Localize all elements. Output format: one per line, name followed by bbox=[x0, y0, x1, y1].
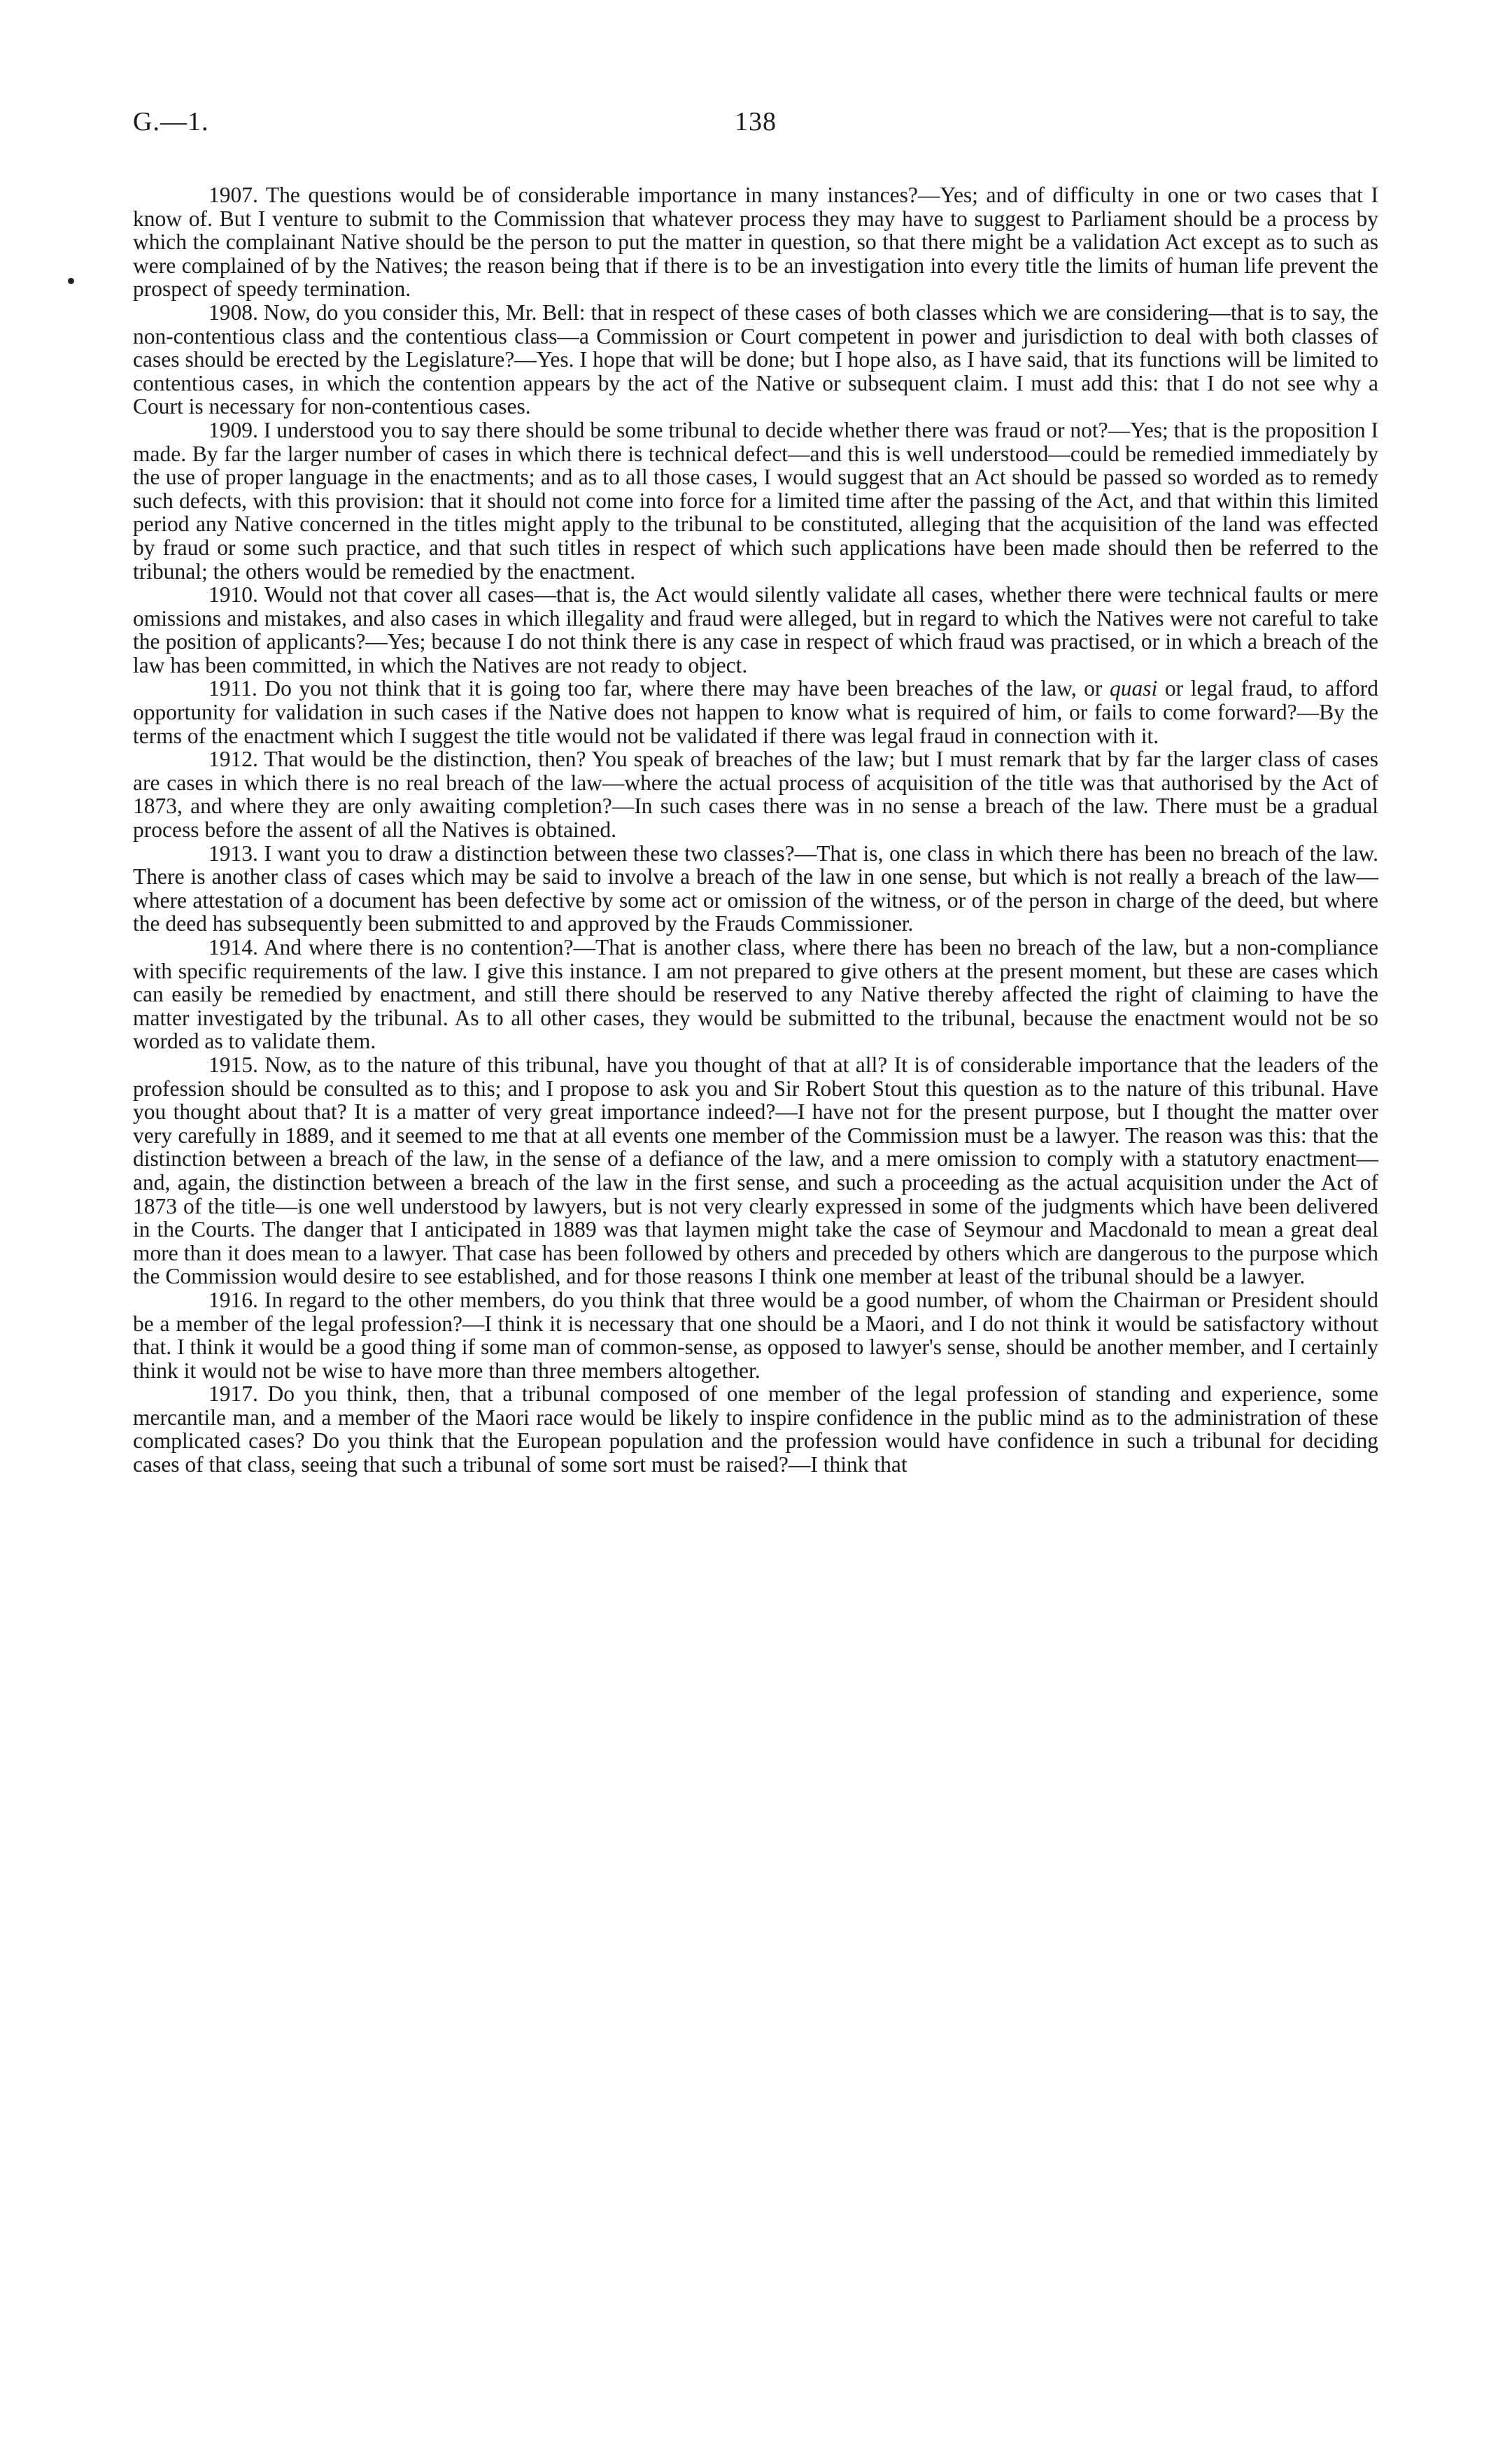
paragraph-text: That would be the distinction, then? You speak of breaches of the law; but I must remark that by far the larger class of cases are cases in which there is no real breach of the law—where the actual process of acquisition of the title was that authorised by the Act of 1873, and where they are only awaiting completion?—In such cases there was in no sense a breach of the law. There must be a gradual process before the assent of all the Natives is obtained. bbox=[133, 747, 1378, 843]
page-header bbox=[133, 106, 1378, 148]
paragraph-number: 1908. bbox=[209, 300, 258, 325]
paragraph-number: 1912. bbox=[209, 747, 258, 772]
paragraph-number: 1914. bbox=[209, 935, 258, 959]
paragraph-number: 1915. bbox=[209, 1052, 258, 1077]
paragraph-1907 bbox=[133, 183, 1378, 301]
paragraph-1909 bbox=[133, 418, 1378, 583]
paragraph-1911 bbox=[133, 677, 1378, 747]
paragraph-1910 bbox=[133, 583, 1378, 677]
paragraph-1914 bbox=[133, 936, 1378, 1053]
paragraph-1913 bbox=[133, 842, 1378, 936]
paragraph-text: Now, do you consider this, Mr. Bell: that in respect of these cases of both classes which we are considering—that is to say, the non-contentious class and the contentious class—a Commission or Court competent in power and jurisdiction to deal with both classes of cases should be erected by the Legislature?—Yes. I hope that will be done; but I hope also, as I have said, that its functions will be limited to contentious cases, in which the contention appears by the act of the Native or subsequent claim. I must add this: that I do not see why a Court is necessary for non-contentious cases. bbox=[133, 300, 1378, 419]
document-reference: G.—1. bbox=[133, 107, 209, 136]
paragraph-number: 1910. bbox=[209, 582, 258, 607]
paragraph-text: Would not that cover all cases—that is, the Act would silently validate all cases, whether there were technical faults or mere omissions and mistakes, and also cases in which illegality and fraud were alleged, but in regard to which the Natives were not careful to take the position of applicants?—Yes; because I do not think there is any case in respect of which fraud was practised, or in which a breach of the law has been committed, in which the Natives are not ready to object. bbox=[133, 582, 1379, 677]
paragraph-text: Do you think, then, that a tribunal composed of one member of the legal profession of standing and experience, some mercantile man, and a member of the Maori race would be likely to inspire confidence in the public mind as to the administration of these complicated cases? Do you think that the European population and the profession would have confidence in such a tribunal for deciding cases of that class, seeing that such a tribunal of some sort must be raised?—I think that bbox=[133, 1381, 1378, 1477]
paragraph-text: Now, as to the nature of this tribunal, have you thought of that at all? It is of considerable importance that the leaders of the profession should be consulted as to this; and I propose to ask you and Sir Robert Stout this question as to the nature of this tribunal. Have you thought about that? It is a matter of very great importance indeed?—I have not for the present purpose, but I thought the matter over very carefully in 1889, and it seemed to me that at all events one member of the Commission must be a lawyer. The reason was this: that the distinction between a breach of the law, in the sense of a defiance of the law, and a mere omission to comply with a statutory enactment—and, again, the distinction between a breach of the law in the first sense, and such a proceeding as the actual acquisition under the Act of 1873 of the title—is one well understood by lawyers, but is not very clearly expressed in some of the judgments which have been delivered in the Courts. The danger that I anticipated in 1889 was that laymen might take the case of Seymour and Macdonald to mean a great deal more than it does mean to a lawyer. That case has been followed by others and preceded by others which are dangerous to the purpose which the Commission would desire to see established, and for those reasons I think one member at least of the tribunal should be a lawyer. bbox=[133, 1052, 1378, 1289]
emphasis-quasi: quasi bbox=[1110, 676, 1158, 701]
paragraph-number: 1913. bbox=[209, 840, 258, 866]
body-text bbox=[133, 183, 1378, 1477]
paragraph-text: I want you to draw a distinction between these two classes?—That is, one class in which there has been no breach of the law. There is another class of cases which may be said to involve a breach of the law in one sense, but which is not really a breach of the law—where attestation of a document has been defective by some act or omission of the witness, or of the person in charge of the deed, but where the deed has subsequently been submitted to and approved by the Frauds Commissioner. bbox=[133, 840, 1379, 936]
paragraph-text: In regard to the other members, do you think that three would be a good number, of whom the Chairman or President should be a member of the legal profession?—I think it is necessary that one should be a Maori, and I do not think it would be satisfactory without that. I think it would be a good thing if some man of common-sense, as opposed to lawyer's sense, should be another member, and I certainly think it would not be wise to have more than three members altogether. bbox=[133, 1287, 1379, 1383]
paragraph-1915 bbox=[133, 1053, 1378, 1288]
paragraph-1908 bbox=[133, 301, 1378, 418]
paragraph-text: And where there is no contention?—That is another class, where there has been no breach of the law, but a non-compliance with specific requirements of the law. I give this instance. I am not prepared to give others at the present moment, but these are cases which can easily be remedied by enactment, and still there should be reserved to any Native thereby affected the right of claiming to have the matter investigated by the tribunal. As to all other cases, they would be submitted to the tribunal, because the enactment would not be so worded as to validate them. bbox=[133, 935, 1378, 1054]
paragraph-number: 1916. bbox=[209, 1287, 258, 1312]
paragraph-1917 bbox=[133, 1382, 1378, 1476]
paragraph-text-before-emphasis: Do you not think that it is going too far, where there may have been breaches of the law, or bbox=[264, 676, 1110, 701]
paragraph-text-after-emphasis: or legal fraud, to afford opportunity for validation in such cases if the Native does not happen to know what is required of him, or fails to come forward?—By the terms of the enactment which I suggest the title would not be validated if there was legal fraud in connection with it. bbox=[133, 676, 1378, 748]
page-number: 138 bbox=[735, 107, 777, 136]
margin-mark bbox=[68, 278, 74, 284]
paragraph-text: The questions would be of considerable importance in many instances?—Yes; and of difficulty in one or two cases that I know of. But I venture to submit to the Commission that whatever process they may have to suggest to Parliament should be a process by which the complainant Native should be the person to put the matter in question, so that there might be a validation Act except as to such as were complained of by the Natives; the reason being that if there is to be an investigation into every title the limits of human life prevent the prospect of speedy termination. bbox=[133, 183, 1379, 302]
paragraph-text: I understood you to say there should be some tribunal to decide whether there was fraud or not?—Yes; that is the proposition I made. By far the larger number of cases in which there is technical defect—and this is well understood—could be remedied immediately by the use of proper language in the enactments; and as to all those cases, I would suggest that an Act should be passed so worded as to remedy such defects, with this provision: that it should not come into force for a limited time after the passing of the Act, and that within this limited period any Native concerned in the titles might apply to the tribunal to be constituted, alleging that the acquisition of the land was effected by fraud or some such practice, and that such titles in respect of which such applications have been made should then be referred to the tribunal; the others would be remedied by the enactment. bbox=[133, 417, 1379, 584]
paragraph-number: 1911. bbox=[209, 676, 257, 701]
paragraph-1916 bbox=[133, 1288, 1378, 1382]
paragraph-number: 1909. bbox=[209, 417, 258, 442]
paragraph-number: 1907. bbox=[209, 183, 258, 207]
paragraph-1912 bbox=[133, 747, 1378, 841]
paragraph-number: 1917. bbox=[209, 1381, 258, 1407]
